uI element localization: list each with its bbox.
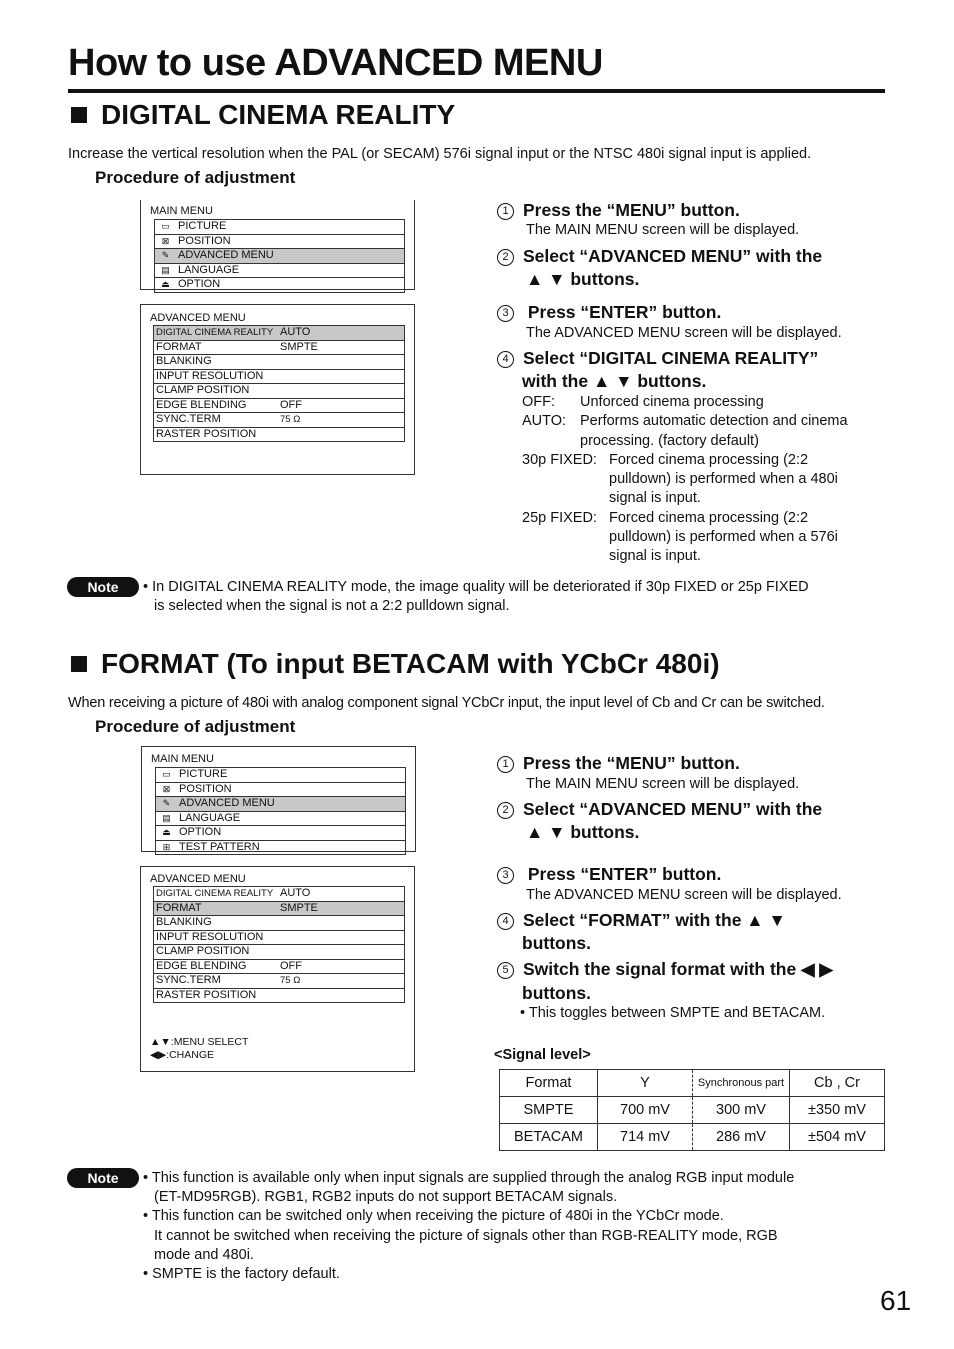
adv-row-clamp-position[interactable]: CLAMP POSITION [154, 384, 404, 399]
table-header: Y [598, 1070, 693, 1097]
position-icon: ⊠ [162, 783, 171, 794]
s2-step-2: 2 Select “ADVANCED MENU” with the [497, 798, 822, 821]
table-header: Format [500, 1070, 598, 1097]
language-icon: ▤ [161, 264, 170, 275]
table-cell: BETACAM [500, 1124, 598, 1151]
menu-item-language[interactable]: ▤ LANGUAGE [155, 264, 404, 279]
s2-note-line: • SMPTE is the factory default. [143, 1266, 340, 1282]
s1-step-4-line2: with the ▲ ▼ buttons. [522, 371, 707, 391]
option-25p-desc3: signal is input. [609, 548, 701, 564]
option-30p-key: 30p FIXED: [522, 452, 597, 468]
table-row [500, 1097, 885, 1124]
adv-row-format[interactable]: FORMAT SMPTE [154, 902, 404, 917]
table-cell: 714 mV [598, 1124, 693, 1151]
menu-item-option[interactable]: ⏏ OPTION [156, 826, 405, 841]
main-menu-list [154, 219, 405, 293]
option-25p-desc: Forced cinema processing (2:2 [609, 510, 809, 526]
option-auto-key: AUTO: [522, 413, 567, 429]
advanced-menu-list [153, 325, 405, 442]
s2-step-4: 4 Select “FORMAT” with the ▲ ▼ [497, 909, 786, 932]
square-bullet-icon [71, 656, 87, 672]
table-cell: ±350 mV [790, 1097, 885, 1124]
s2-step-1-sub: The MAIN MENU screen will be displayed. [526, 776, 800, 792]
adv-row-sync-term[interactable]: SYNC.TERM 75 Ω [154, 413, 404, 428]
test-pattern-icon: ⊞ [162, 841, 171, 852]
adv-row-raster-position[interactable]: RASTER POSITION [156, 988, 257, 1001]
s2-step-2-line2: ▲ ▼ buttons. [526, 822, 640, 842]
adv-row-format[interactable]: FORMAT SMPTE [154, 341, 404, 356]
adv-row-input-resolution[interactable]: INPUT RESOLUTION [154, 931, 404, 946]
adv-row-clamp-position[interactable]: CLAMP POSITION [154, 945, 404, 960]
adv-row-input-resolution[interactable]: INPUT RESOLUTION [154, 370, 404, 385]
page-title: How to use ADVANCED MENU [68, 42, 603, 84]
s1-step-2-line2: ▲ ▼ buttons. [526, 269, 640, 289]
option-off-key: OFF: [522, 394, 556, 410]
s2-note-line: • This function can be switched only when receiving the picture of 480i in the YCbCr mode. [143, 1208, 724, 1224]
s2-step-1: 1 Press the “MENU” button. [497, 752, 740, 775]
option-30p-desc3: signal is input. [609, 490, 701, 506]
hint-menu-select: ▲▼:MENU SELECT [150, 1036, 249, 1048]
option-auto-desc2: processing. (factory default) [580, 433, 759, 449]
position-icon: ⊠ [161, 235, 170, 246]
menu-item-advanced-menu[interactable]: ✎ ADVANCED MENU [156, 797, 405, 812]
s1-step-3-sub: The ADVANCED MENU screen will be displayed. [526, 325, 842, 341]
hint-change: ◀▶:CHANGE [150, 1049, 214, 1061]
table-row [500, 1124, 885, 1151]
note-badge: Note [67, 1168, 139, 1188]
adv-row-blanking[interactable]: BLANKING [154, 916, 404, 931]
s2-step-4-line2: buttons. [522, 933, 592, 953]
main-menu-screen-2 [141, 746, 416, 852]
s2-note-line: • This function is available only when input signals are supplied through the analog RGB input module [143, 1170, 795, 1186]
picture-icon: ▭ [161, 221, 170, 231]
adv-row-edge-blending[interactable]: EDGE BLENDING OFF [154, 399, 404, 414]
s2-step-5-line2: buttons. [522, 983, 592, 1003]
section2-intro: When receiving a picture of 480i with analog component signal YCbCr input, the input level of Cb and Cr can be switched. [68, 695, 825, 711]
advanced-menu-title: ADVANCED MENU [150, 312, 246, 324]
menu-item-test-pattern[interactable]: ⊞ TEST PATTERN [156, 841, 405, 855]
s1-step-2: 2 Select “ADVANCED MENU” with the [497, 245, 822, 268]
s2-step-3-sub: The ADVANCED MENU screen will be displayed. [526, 887, 842, 903]
language-icon: ▤ [162, 812, 171, 823]
s2-step-5: 5 Switch the signal format with the ◀ ▶ [497, 958, 833, 981]
table-cell: 286 mV [693, 1124, 790, 1151]
option-25p-desc2: pulldown) is performed when a 576i [609, 529, 838, 545]
advanced-menu-title: ADVANCED MENU [150, 873, 246, 885]
wrench-icon: ✎ [162, 798, 171, 808]
menu-item-picture[interactable]: ▭ PICTURE [156, 768, 405, 783]
table-cell: SMPTE [500, 1097, 598, 1124]
section2-heading [71, 648, 720, 680]
section1-procedure-label: Procedure of adjustment [95, 168, 296, 187]
s1-step-4: 4 Select “DIGITAL CINEMA REALITY” [497, 347, 818, 370]
menu-item-position[interactable]: ⊠ POSITION [156, 783, 405, 798]
table-header-row [500, 1070, 885, 1097]
option-30p-desc2: pulldown) is performed when a 480i [609, 471, 838, 487]
s2-step-5-sub: • This toggles between SMPTE and BETACAM. [520, 1005, 826, 1021]
option-icon: ⏏ [161, 279, 170, 289]
title-rule [68, 89, 885, 93]
wrench-icon: ✎ [161, 250, 170, 260]
menu-item-picture[interactable]: ▭ PICTURE [155, 220, 404, 235]
main-menu-title: MAIN MENU [150, 205, 213, 217]
s1-step-3: 3 Press “ENTER” button. [497, 301, 721, 324]
menu-item-option[interactable]: ⏏ OPTION [155, 278, 404, 292]
adv-row-blanking[interactable]: BLANKING [154, 355, 404, 370]
adv-row-digital-cinema-reality[interactable]: DIGITAL CINEMA REALITY AUTO [154, 887, 404, 902]
table-cell: 700 mV [598, 1097, 693, 1124]
section2-heading-text: FORMAT (To input BETACAM with YCbCr 480i) [101, 648, 720, 679]
option-30p-desc: Forced cinema processing (2:2 [609, 452, 809, 468]
adv-row-edge-blending[interactable]: EDGE BLENDING OFF [154, 960, 404, 975]
menu-item-advanced-menu[interactable]: ✎ ADVANCED MENU [155, 249, 404, 264]
advanced-menu-screen [140, 304, 415, 475]
menu-item-position[interactable]: ⊠ POSITION [155, 235, 404, 250]
menu-item-language[interactable]: ▤ LANGUAGE [156, 812, 405, 827]
main-menu-title: MAIN MENU [151, 753, 214, 765]
square-bullet-icon [71, 107, 87, 123]
s1-step-1: 1 Press the “MENU” button. [497, 199, 740, 222]
picture-icon: ▭ [162, 769, 171, 779]
option-25p-key: 25p FIXED: [522, 510, 597, 526]
section2-procedure-label: Procedure of adjustment [95, 717, 296, 736]
s1-note-line1: • In DIGITAL CINEMA REALITY mode, the image quality will be deteriorated if 30p FIXED or 25p FIXED [143, 579, 809, 595]
option-icon: ⏏ [162, 827, 171, 837]
note-badge: Note [67, 577, 139, 597]
table-header: Synchronous part [693, 1070, 790, 1097]
main-menu-screen [140, 200, 415, 290]
s2-note-line: mode and 480i. [154, 1247, 254, 1263]
s2-step-3: 3 Press “ENTER” button. [497, 863, 721, 886]
main-menu-list [155, 767, 406, 855]
s1-note-line2: is selected when the signal is not a 2:2 pulldown signal. [154, 598, 510, 614]
adv-row-sync-term[interactable]: SYNC.TERM 75 Ω [154, 974, 404, 989]
adv-row-digital-cinema-reality[interactable]: DIGITAL CINEMA REALITY AUTO [154, 326, 404, 341]
adv-row-raster-position[interactable]: RASTER POSITION [156, 427, 257, 440]
signal-level-table [499, 1069, 885, 1151]
section1-heading-text: DIGITAL CINEMA REALITY [101, 99, 456, 130]
section1-heading [71, 99, 455, 131]
table-cell: 300 mV [693, 1097, 790, 1124]
section1-intro: Increase the vertical resolution when the PAL (or SECAM) 576i signal input or the NTSC 480i signal input is applied. [68, 146, 812, 162]
table-header: Cb , Cr [790, 1070, 885, 1097]
s2-note-line: (ET-MD95RGB). RGB1, RGB2 inputs do not support BETACAM signals. [154, 1189, 618, 1205]
option-off-desc: Unforced cinema processing [580, 394, 764, 410]
advanced-menu-screen-2 [140, 866, 415, 1072]
s1-step-1-sub: The MAIN MENU screen will be displayed. [526, 222, 800, 238]
advanced-menu-list [153, 886, 405, 1003]
page-number: 61 [880, 1285, 912, 1316]
s2-note-line: It cannot be switched when receiving the picture of signals other than RGB-REALITY mode, RGB [154, 1228, 778, 1244]
option-auto-desc: Performs automatic detection and cinema [580, 413, 848, 429]
table-cell: ±504 mV [790, 1124, 885, 1151]
signal-level-label: <Signal level> [494, 1047, 591, 1063]
